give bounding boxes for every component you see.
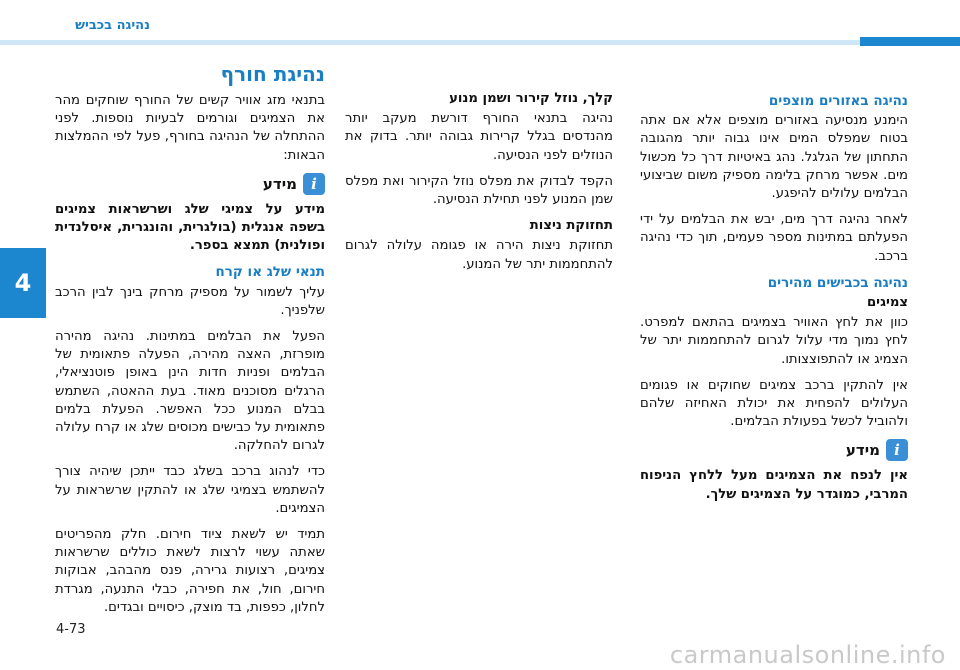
right-column — [640, 88, 908, 512]
coolant-heading: קלך, נוזל קירור ושמן מנוע — [449, 91, 613, 106]
paragraph: לאחר נהיגה דרך מים, יבש את הבלמים על ידי הפעלתם במתינות מספר פעמים, תוך כדי נהיגה ברכב. — [640, 212, 908, 264]
highway-driving-heading: נהיגה בכבישים מהירים — [767, 274, 908, 291]
paragraph: אין להתקין ברכב צמיגים שחוקים או פגומים העלולים להפחית את יכולת האחיזה שלהם ולהוביל לכשל בפעולת הבלמים. — [640, 377, 908, 430]
info-note-header — [55, 173, 325, 195]
info-note-header — [640, 439, 908, 461]
watermark: carmanualsonline.info — [669, 641, 946, 669]
left-column — [55, 62, 325, 625]
tires-heading: צמיגים — [867, 295, 908, 311]
section-title: נהיגה בכביש — [75, 18, 150, 33]
info-note-text: מידע על צמיגי שלג ושרשראות צמיגים בשפה אנגלית (בולגרית, והונגרית, איסלנדית ופולנית) תמצא בספר. — [55, 201, 325, 254]
page-number: 4-73 — [56, 622, 86, 637]
belt-heading: תחזוקת ניצות — [529, 218, 613, 234]
info-note-text: אין לנפח את הצמיגים מעל ללחץ הניפוח המרבי, כמוגדר על הצמיגים שלך. — [640, 468, 908, 502]
paragraph: נהיגה בתנאי החורף דורשת מעקב יותר מהנדסים בגלל קרירות גבוהה יותר. בדוק את הנוזלים לפני הנסיעה. — [345, 111, 613, 163]
info-icon: i — [886, 439, 908, 461]
flooded-areas-heading: נהיגה באזורים מוצפים — [768, 93, 908, 109]
header-rule — [0, 40, 860, 45]
paragraph: כוון את לחץ האוויר בצמיגים בהתאם למפרט. לחץ נמוך מדי עלול לגרום להתחממות יתר של הצמיג או להתפוצצותו. — [640, 315, 908, 367]
paragraph: עליך לשמור על מספיק מרחק בינך לבין הרכב שלפניך. — [55, 284, 325, 318]
header-rule-accent — [860, 37, 960, 46]
paragraph: כדי לנהוג ברכב בשלג כבד ייתכן שיהיה צורך להשתמש בצמיגי שלג או להתקין שרשראות על הצמיגים. — [55, 464, 325, 516]
page-header — [0, 0, 960, 46]
snow-ice-heading: תנאי שלג או קרח — [215, 264, 325, 281]
paragraph: הקפד לבדוק את מפלס נוזל הקירור ואת מפלס שמן המנוע לפני תחילת הנסיעה. — [345, 173, 613, 208]
info-label: מידע — [262, 174, 297, 193]
info-label: מידע — [845, 441, 880, 460]
paragraph: תמיד יש לשאת ציוד חירום. חלק מהפריטים שאתה עשוי לרצות לשאת כוללים שרשראות צמיגים, רצועות גרירה, פנס מהבהב, אבוקות חירום, חול, את חפירה, כבלי התנעה, מגרדת לחלון, כפפות, בד מוצק, כיסויים ובגדים. — [55, 527, 325, 615]
winter-driving-title: נהיגת חורף — [220, 62, 325, 86]
info-icon: i — [303, 173, 325, 195]
paragraph: הימנע מנסיעה באזורים מוצפים אלא אם אתה בטוח שמפלס המים אינו גבוה יותר מהגובה התחתון של הגלגל. נהג באיטיות דרך כל מכשול מים. אפשר מרחק בלימה מספיק משום שביצועי הבלמים עלולים להיפגע. — [640, 113, 908, 202]
paragraph: הפעל את הבלמים במתינות. נהיגה מהירה מופרזת, האצה מהירה, הפעלה פתאומית של הבלמים ופניות חדות הינן באופן פוטנציאלי, הרגלים מסוכנים מאוד. בעת ההאטה, השתמש בבלם המנוע ככל האפשר. הפעלת בלמים פתאומית על כבישים מכוסים שלג או קרח עלולה לגרום להחלקה. — [55, 329, 325, 454]
middle-column — [345, 88, 613, 282]
winter-intro: בתנאי מזג אוויר קשים של החורף שוחקים מהר את הצמיגים וגורמים לבעיות נוספות. לפני ההתחלה של הנהיגה בחורף, פעל לפי ההמלצות הבאות: — [55, 93, 325, 163]
paragraph: תחזוקת ניצות הירה או פגומה עלולה לגרום להתחממות יתר של המנוע. — [345, 238, 613, 272]
chapter-tab: 4 — [0, 248, 46, 318]
